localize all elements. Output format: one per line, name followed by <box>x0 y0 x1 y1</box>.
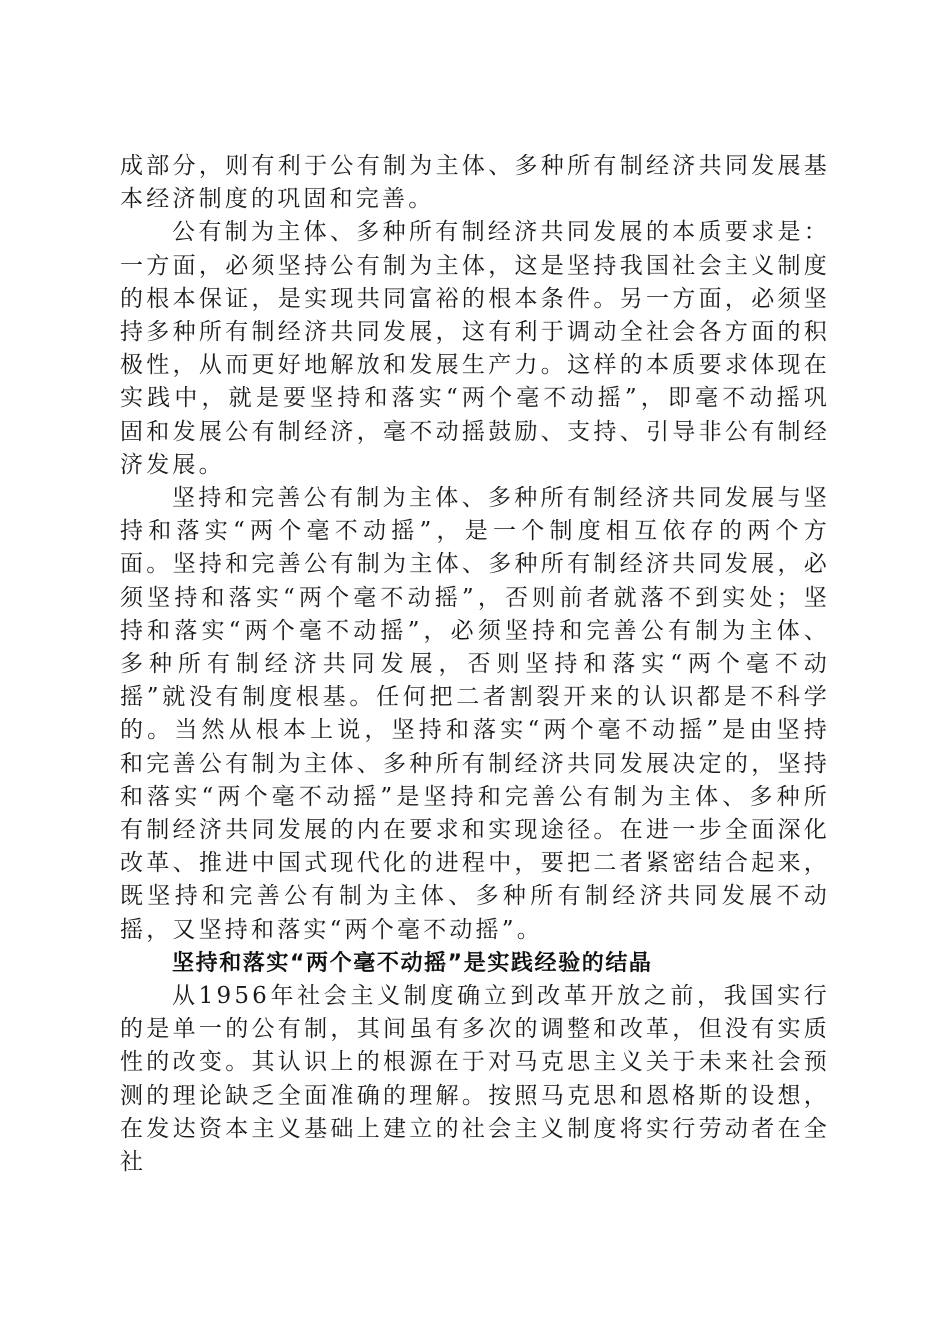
article-body <box>120 150 830 1179</box>
paragraph-essential-requirements: 公有制为主体、多种所有制经济共同发展的本质要求是：一方面，必须坚持公有制为主体，这是坚持我国社会主义制度的根本保证，是实现共同富裕的根本条件。另一方面，必须坚持多种所有制经济共同发展，这有利于调动全社会各方面的积极性，从而更好地解放和发展生产力。这样的本质要求体现在实践中，就是要坚持和落实“两个毫不动摇”，即毫不动摇巩固和发展公有制经济，毫不动摇鼓励、支持、引导非公有制经济发展。 <box>120 219 830 478</box>
section-heading: 坚持和落实“两个毫不动摇”是实践经验的结晶 <box>172 950 653 976</box>
paragraph-continuation: 成部分，则有利于公有制为主体、多种所有制经济共同发展基本经济制度的巩固和完善。 <box>120 153 830 213</box>
paragraph-interdependence: 坚持和完善公有制为主体、多种所有制经济共同发展与坚持和落实“两个毫不动摇”，是一个制度相互依存的两个方面。坚持和完善公有制为主体、多种所有制经济共同发展，必须坚持和落实“两个毫不动摇”，否则前者就落不到实处；坚持和落实“两个毫不动摇”，必须坚持和完善公有制为主体、多种所有制经济共同发展，否则坚持和落实“两个毫不动摇”就没有制度根基。任何把二者割裂开来的认识都是不科学的。当然从根本上说，坚持和落实“两个毫不动摇”是由坚持和完善公有制为主体、多种所有制经济共同发展决定的，坚持和落实“两个毫不动摇”是坚持和完善公有制为主体、多种所有制经济共同发展的内在要求和实现途径。在进一步全面深化改革、推进中国式现代化的进程中，要把二者紧密结合起来，既坚持和完善公有制为主体、多种所有制经济共同发展不动摇，又坚持和落实“两个毫不动摇”。 <box>120 485 830 943</box>
paragraph-history: 从1956年社会主义制度确立到改革开放之前，我国实行的是单一的公有制，其间虽有多次的调整和改革，但没有实质性的改变。其认识上的根源在于对马克思主义关于未来社会预测的理论缺乏全面准确的理解。按照马克思和恩格斯的设想，在发达资本主义基础上建立的社会主义制度将实行劳动者在全社 <box>120 983 830 1176</box>
